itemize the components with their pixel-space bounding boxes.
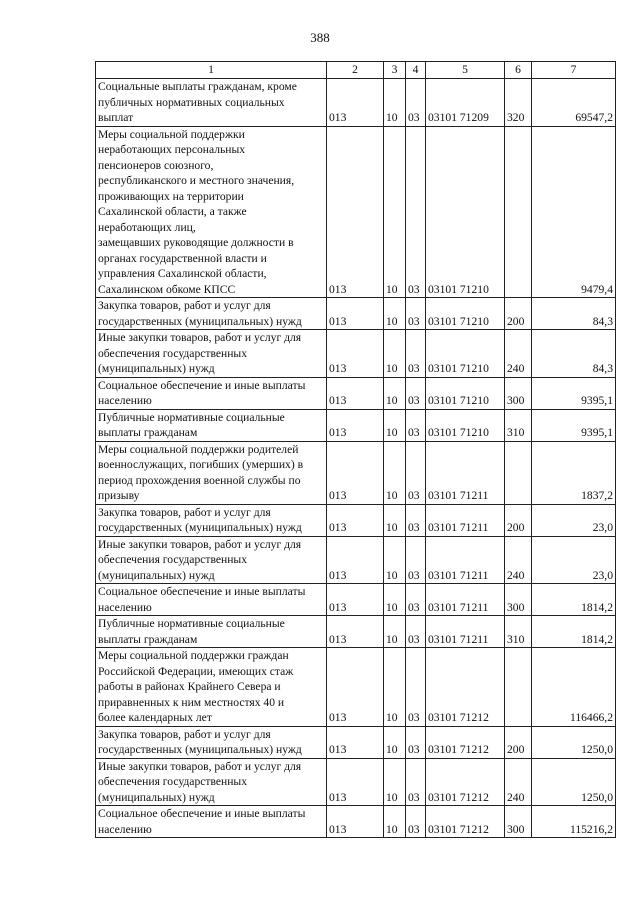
row-col2-cell: 013 [327, 330, 384, 378]
table-row [96, 330, 616, 378]
row-col6-cell: 310 [505, 409, 532, 441]
row-col4-cell: 03 [406, 126, 426, 298]
row-col3-cell: 10 [384, 409, 406, 441]
row-amount-cell: 1814,2 [532, 616, 616, 648]
row-col4-cell: 03 [406, 298, 426, 330]
row-col3-cell: 10 [384, 504, 406, 536]
row-name-cell: Меры социальной поддержки неработающих персональных пенсионеров союзного, республиканского и местного значения, проживающих на территории Сахалинской области, а также неработающих лиц, замещавших руководящие должности в органах государственной власти и управления Сахалинской области, Сахалинском обкоме КПСС [96, 126, 327, 298]
header-col-3: 3 [384, 62, 406, 79]
row-amount-cell: 115216,2 [532, 806, 616, 838]
table-row [96, 584, 616, 616]
row-amount-cell: 1814,2 [532, 584, 616, 616]
row-col2-cell: 013 [327, 648, 384, 727]
row-col3-cell: 10 [384, 648, 406, 727]
row-col4-cell: 03 [406, 536, 426, 584]
budget-table-body [96, 62, 616, 838]
row-col2-cell: 013 [327, 298, 384, 330]
row-amount-cell: 84,3 [532, 298, 616, 330]
row-amount-cell: 9395,1 [532, 377, 616, 409]
row-name-cell: Иные закупки товаров, работ и услуг для обеспечения государственных (муниципальных) нужд [96, 330, 327, 378]
row-name-cell: Закупка товаров, работ и услуг для государственных (муниципальных) нужд [96, 726, 327, 758]
row-col5-cell: 03101 71210 [426, 298, 505, 330]
row-col5-cell: 03101 71209 [426, 79, 505, 127]
table-row [96, 298, 616, 330]
row-amount-cell: 1250,0 [532, 758, 616, 806]
row-col6-cell: 310 [505, 616, 532, 648]
row-col2-cell: 013 [327, 441, 384, 504]
row-col3-cell: 10 [384, 616, 406, 648]
row-col3-cell: 10 [384, 377, 406, 409]
header-col-2: 2 [327, 62, 384, 79]
row-col3-cell: 10 [384, 726, 406, 758]
row-col3-cell: 10 [384, 584, 406, 616]
row-col5-cell: 03101 71211 [426, 536, 505, 584]
row-col3-cell: 10 [384, 330, 406, 378]
table-row [96, 726, 616, 758]
row-amount-cell: 69547,2 [532, 79, 616, 127]
row-amount-cell: 116466,2 [532, 648, 616, 727]
row-col2-cell: 013 [327, 409, 384, 441]
row-name-cell: Социальное обеспечение и иные выплаты населению [96, 377, 327, 409]
row-col6-cell: 200 [505, 726, 532, 758]
row-col2-cell: 013 [327, 758, 384, 806]
row-col4-cell: 03 [406, 79, 426, 127]
row-col6-cell: 240 [505, 758, 532, 806]
row-col4-cell: 03 [406, 806, 426, 838]
row-name-cell: Публичные нормативные социальные выплаты гражданам [96, 616, 327, 648]
table-row [96, 126, 616, 298]
row-col2-cell: 013 [327, 806, 384, 838]
row-col2-cell: 013 [327, 79, 384, 127]
row-name-cell: Социальные выплаты гражданам, кроме публичных нормативных социальных выплат [96, 79, 327, 127]
table-row [96, 616, 616, 648]
header-col-5: 5 [426, 62, 505, 79]
row-col6-cell [505, 441, 532, 504]
row-col5-cell: 03101 71211 [426, 616, 505, 648]
row-col4-cell: 03 [406, 441, 426, 504]
row-col5-cell: 03101 71211 [426, 584, 505, 616]
row-name-cell: Социальное обеспечение и иные выплаты населению [96, 806, 327, 838]
row-col4-cell: 03 [406, 409, 426, 441]
row-col6-cell [505, 126, 532, 298]
row-col5-cell: 03101 71211 [426, 504, 505, 536]
row-amount-cell: 9395,1 [532, 409, 616, 441]
row-col2-cell: 013 [327, 726, 384, 758]
row-col2-cell: 013 [327, 504, 384, 536]
header-col-7: 7 [532, 62, 616, 79]
row-name-cell: Меры социальной поддержки граждан Российской Федерации, имеющих стаж работы в районах Крайнего Севера и приравненных к ним местностях 40 и более календарных лет [96, 648, 327, 727]
table-row [96, 536, 616, 584]
row-col5-cell: 03101 71212 [426, 648, 505, 727]
row-name-cell: Закупка товаров, работ и услуг для государственных (муниципальных) нужд [96, 504, 327, 536]
row-col6-cell [505, 648, 532, 727]
row-col4-cell: 03 [406, 648, 426, 727]
table-row [96, 648, 616, 727]
row-col3-cell: 10 [384, 806, 406, 838]
row-col2-cell: 013 [327, 584, 384, 616]
row-col4-cell: 03 [406, 584, 426, 616]
row-col5-cell: 03101 71210 [426, 377, 505, 409]
row-col2-cell: 013 [327, 377, 384, 409]
row-amount-cell: 23,0 [532, 504, 616, 536]
row-col6-cell: 300 [505, 806, 532, 838]
row-col4-cell: 03 [406, 377, 426, 409]
budget-table [95, 61, 616, 838]
row-col5-cell: 03101 71211 [426, 441, 505, 504]
row-col2-cell: 013 [327, 616, 384, 648]
table-row [96, 409, 616, 441]
row-col6-cell: 240 [505, 536, 532, 584]
table-row [96, 441, 616, 504]
table-row [96, 504, 616, 536]
row-col2-cell: 013 [327, 126, 384, 298]
row-name-cell: Меры социальной поддержки родителей военнослужащих, погибших (умерших) в период прохождения военной службы по призыву [96, 441, 327, 504]
row-name-cell: Иные закупки товаров, работ и услуг для обеспечения государственных (муниципальных) нужд [96, 758, 327, 806]
table-row [96, 806, 616, 838]
row-col4-cell: 03 [406, 726, 426, 758]
row-amount-cell: 23,0 [532, 536, 616, 584]
row-col3-cell: 10 [384, 126, 406, 298]
row-col3-cell: 10 [384, 758, 406, 806]
row-col3-cell: 10 [384, 441, 406, 504]
table-row [96, 377, 616, 409]
header-col-6: 6 [505, 62, 532, 79]
row-amount-cell: 1837,2 [532, 441, 616, 504]
row-col2-cell: 013 [327, 536, 384, 584]
row-col3-cell: 10 [384, 536, 406, 584]
row-col6-cell: 200 [505, 298, 532, 330]
row-name-cell: Публичные нормативные социальные выплаты гражданам [96, 409, 327, 441]
header-col-4: 4 [406, 62, 426, 79]
row-col6-cell: 300 [505, 584, 532, 616]
row-col5-cell: 03101 71212 [426, 806, 505, 838]
table-header-row [96, 62, 616, 79]
row-col6-cell: 320 [505, 79, 532, 127]
row-col4-cell: 03 [406, 330, 426, 378]
row-col5-cell: 03101 71210 [426, 330, 505, 378]
row-col5-cell: 03101 71212 [426, 726, 505, 758]
row-name-cell: Иные закупки товаров, работ и услуг для обеспечения государственных (муниципальных) нужд [96, 536, 327, 584]
row-name-cell: Закупка товаров, работ и услуг для государственных (муниципальных) нужд [96, 298, 327, 330]
row-name-cell: Социальное обеспечение и иные выплаты населению [96, 584, 327, 616]
row-col4-cell: 03 [406, 616, 426, 648]
row-amount-cell: 9479,4 [532, 126, 616, 298]
row-col3-cell: 10 [384, 298, 406, 330]
row-col4-cell: 03 [406, 504, 426, 536]
row-col6-cell: 300 [505, 377, 532, 409]
row-col5-cell: 03101 71210 [426, 409, 505, 441]
row-col5-cell: 03101 71210 [426, 126, 505, 298]
row-amount-cell: 84,3 [532, 330, 616, 378]
page-number: 388 [310, 30, 330, 45]
row-col3-cell: 10 [384, 79, 406, 127]
header-col-1: 1 [96, 62, 327, 79]
row-col5-cell: 03101 71212 [426, 758, 505, 806]
row-col4-cell: 03 [406, 758, 426, 806]
table-row [96, 758, 616, 806]
table-row [96, 79, 616, 127]
row-col6-cell: 200 [505, 504, 532, 536]
row-col6-cell: 240 [505, 330, 532, 378]
row-amount-cell: 1250,0 [532, 726, 616, 758]
